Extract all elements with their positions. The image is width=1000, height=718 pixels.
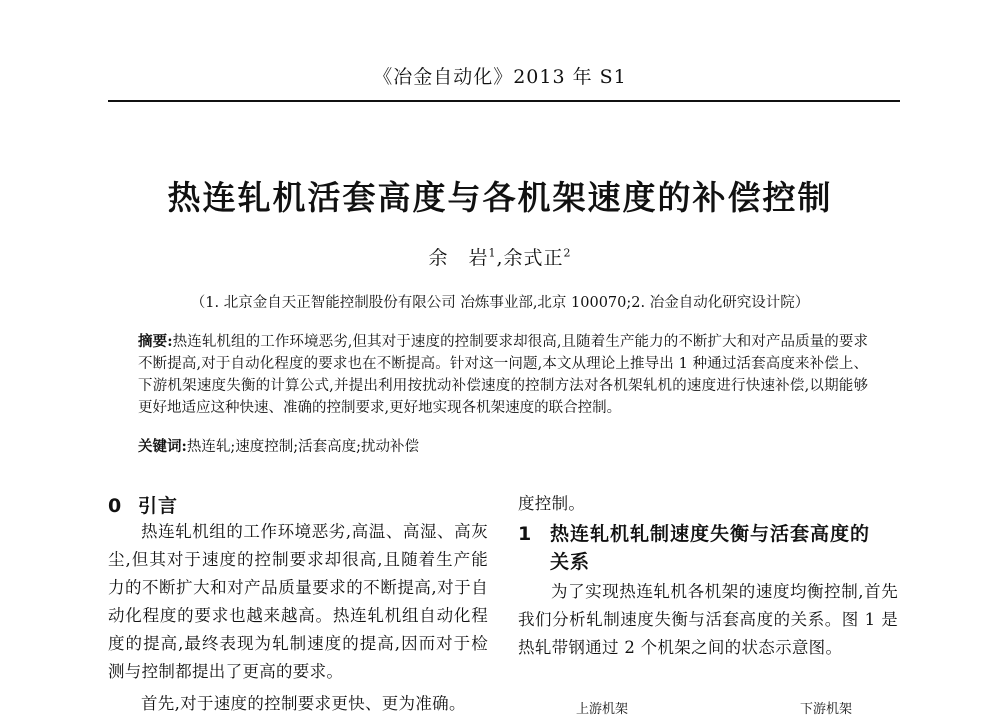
affiliation: （1. 北京金自天正智能控制股份有限公司 冶炼事业部,北京 100070;2. 冶金自动化研究设计院） [190, 295, 810, 311]
author-2-affil: 2 [563, 246, 572, 260]
header-rule [108, 100, 900, 102]
abstract [138, 331, 868, 419]
section-0-paragraph-2: 首先,对于速度的控制要求更快、更为准确。 [141, 694, 466, 713]
section-0-paragraph-1: 热连轧机组的工作环境恶劣,高温、高湿、高灰尘,但其对于速度的控制要求却很高,且随着生产能力的不断扩大和对产品质量要求的不断提高,对于自动化程度的要求也越来越高。热连轧机组自动化程度的提高,最终表现为轧制速度的提高,因而对于检测与控制都提出了更高的要求。 [108, 522, 488, 681]
section-0-title: 引言 [138, 495, 179, 517]
authors [0, 243, 1000, 270]
author-2: 余式正 [503, 247, 564, 269]
figure-upstream-stand-label: 上游机架 [576, 702, 629, 717]
column-2-continuation: 度控制。 [518, 494, 586, 513]
author-separator: , [496, 247, 504, 269]
section-1-title-line-1: 热连轧机轧制速度失衡与活套高度的 [550, 523, 871, 545]
section-1-number: 1 [518, 523, 533, 545]
figure-downstream-stand-label: 下游机架 [800, 702, 853, 717]
keywords-text: 热连轧;速度控制;活套高度;扰动补偿 [186, 439, 420, 455]
section-1-heading [518, 520, 900, 576]
abstract-text: 热连轧机组的工作环境恶劣,但其对于速度的控制要求却很高,且随着生产能力的不断扩大和对产品质量的要求不断提高,对于自动化程度的要求也在不断提高。针对这一问题,本文从理论上推导出 1 种通过活套高度来补偿上、下游机架速度失衡的计算公式,并提出利用按扰动补偿速度的控制方法对各机架轧机的速度进行快速补偿,以期能够更好地适应这种快速、准确的控制要求,更好地实现各机架速度的联合控制。 [138, 334, 868, 416]
section-0-number: 0 [108, 495, 123, 517]
keywords-label: 关键词: [138, 438, 187, 455]
section-1-title-line-2: 关系 [550, 551, 591, 573]
journal-header: 《冶金自动化》2013 年 S1 [373, 66, 627, 88]
keywords [138, 435, 868, 456]
abstract-label: 摘要: [138, 333, 173, 350]
section-1-paragraph-1: 为了实现热连轧机各机架的速度均衡控制,首先我们分析轧制速度失衡与活套高度的关系。图 1 是热轧带钢通过 2 个机架之间的状态示意图。 [518, 582, 898, 657]
author-1: 余 岩 [428, 247, 489, 269]
section-0-heading [108, 491, 178, 518]
author-1-affil: 1 [488, 246, 497, 260]
paper-title: 热连轧机活套高度与各机架速度的补偿控制 [167, 178, 833, 217]
